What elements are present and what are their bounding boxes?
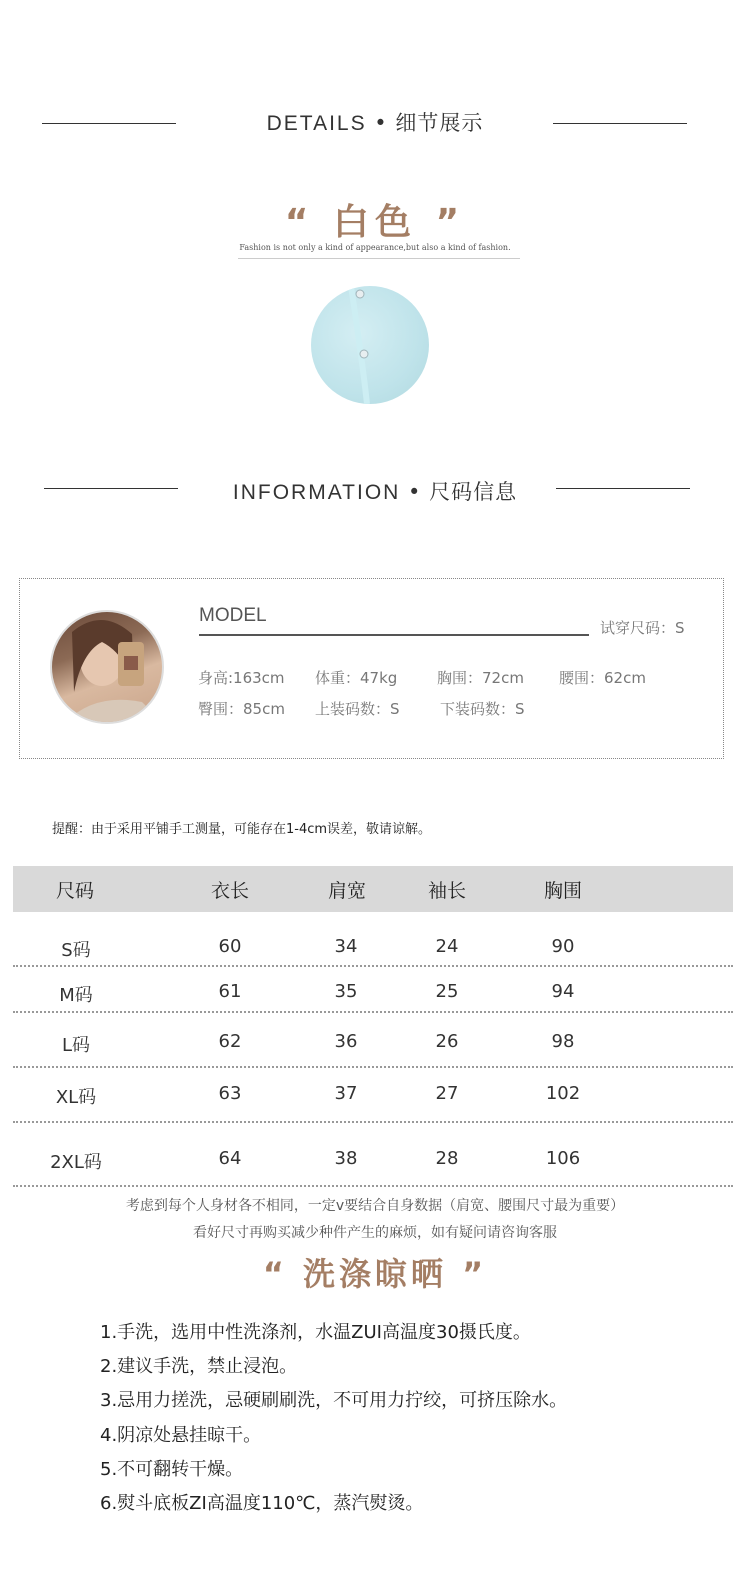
table-row-divider [13, 1121, 733, 1123]
table-cell: 98 [551, 1031, 575, 1052]
model-height: 身高:163cm [198, 669, 285, 687]
table-cell: 37 [334, 1083, 358, 1104]
fashion-tagline: Fashion is not only a kind of appearance,but also a kind of fashion. [239, 243, 511, 252]
washing-close-quote: ” [462, 1255, 488, 1293]
header-sleeve: 袖长 [427, 880, 466, 902]
table-cell: M码 [59, 985, 93, 1006]
model-underline [199, 634, 589, 636]
washing-open-quote: “ [262, 1255, 288, 1293]
care-item-2: 2.建议手洗，禁止浸泡。 [100, 1356, 298, 1377]
model-bottom-size: 下装码数：S [440, 700, 525, 718]
care-item-1: 1.手洗，选用中性洗涤剂，水温ZUI高温度30摄氏度。 [100, 1322, 531, 1343]
shirt-detail-graphic [311, 286, 429, 404]
care-item-6: 6.熨斗底板ZI高温度110℃，蒸汽熨烫。 [100, 1493, 424, 1514]
table-cell: 106 [545, 1148, 581, 1169]
table-cell: 27 [435, 1083, 459, 1104]
table-cell: 60 [218, 936, 242, 957]
model-weight: 体重：47kg [315, 669, 398, 687]
color-open-quote: “ [284, 202, 315, 243]
header-length: 衣长 [210, 880, 249, 902]
tagline-underline [238, 258, 520, 259]
color-name: 白色 [332, 202, 417, 243]
information-heading [0, 476, 750, 506]
color-name-heading [0, 194, 750, 245]
table-cell: XL码 [55, 1087, 97, 1108]
model-top-size: 上装码数：S [315, 700, 400, 718]
table-row-divider [13, 1011, 733, 1013]
model-avatar [50, 610, 164, 724]
table-row-divider [13, 1185, 733, 1187]
table-cell: 24 [435, 936, 459, 957]
table-cell: 61 [218, 981, 242, 1002]
information-heading-en: INFORMATION [232, 481, 401, 504]
model-bust: 胸围：72cm [437, 669, 524, 687]
table-cell: L码 [61, 1035, 91, 1056]
model-hip: 臀围：85cm [198, 700, 285, 718]
table-cell: 36 [334, 1031, 358, 1052]
washing-heading [0, 1249, 750, 1295]
washing-title: 洗涤晾晒 [302, 1255, 447, 1293]
details-heading-zh: 细节展示 [395, 111, 484, 135]
table-cell: 102 [545, 1083, 581, 1104]
size-note-1: 考虑到每个人身材各不相同，一定v要结合自身数据（肩宽、腰围尺寸最为重要） [125, 1198, 625, 1214]
model-waist: 腰围：62cm [559, 669, 646, 687]
table-cell: S码 [61, 940, 91, 961]
table-row-divider [13, 965, 733, 967]
care-item-3: 3.忌用力搓洗，忌硬刷刷洗，不可用力拧绞，可挤压除水。 [100, 1390, 568, 1411]
table-cell: 2XL码 [50, 1152, 102, 1173]
table-cell: 94 [551, 981, 575, 1002]
table-cell: 35 [334, 981, 358, 1002]
table-cell: 63 [218, 1083, 242, 1104]
measurement-reminder: 提醒：由于采用平铺手工测量，可能存在1-4cm误差，敬请谅解。 [52, 822, 432, 837]
table-cell: 90 [551, 936, 575, 957]
details-heading-en: DETAILS [266, 112, 367, 135]
details-heading-dot: • [374, 111, 388, 135]
care-item-5: 5.不可翻转干燥。 [100, 1459, 244, 1480]
information-heading-dot: • [408, 480, 422, 504]
model-label: MODEL [199, 605, 267, 626]
color-close-quote: ” [435, 202, 466, 243]
table-cell: 25 [435, 981, 459, 1002]
header-shoulder: 肩宽 [327, 880, 366, 902]
care-item-4: 4.阴凉处悬挂晾干。 [100, 1425, 262, 1446]
table-cell: 26 [435, 1031, 459, 1052]
color-swatch-image [311, 286, 429, 404]
header-chest: 胸围 [543, 880, 582, 902]
model-photo-graphic [52, 612, 164, 724]
size-note-2: 看好尺寸再购买减少种件产生的麻烦，如有疑问请咨询客服 [193, 1225, 557, 1241]
table-cell: 34 [334, 936, 358, 957]
table-cell: 62 [218, 1031, 242, 1052]
table-cell: 38 [334, 1148, 358, 1169]
information-heading-zh: 尺码信息 [429, 480, 518, 504]
details-heading [0, 107, 750, 137]
trial-size: 试穿尺码：S [600, 619, 685, 637]
table-cell: 64 [218, 1148, 242, 1169]
header-size: 尺码 [55, 880, 94, 902]
table-row-divider [13, 1066, 733, 1068]
table-cell: 28 [435, 1148, 459, 1169]
